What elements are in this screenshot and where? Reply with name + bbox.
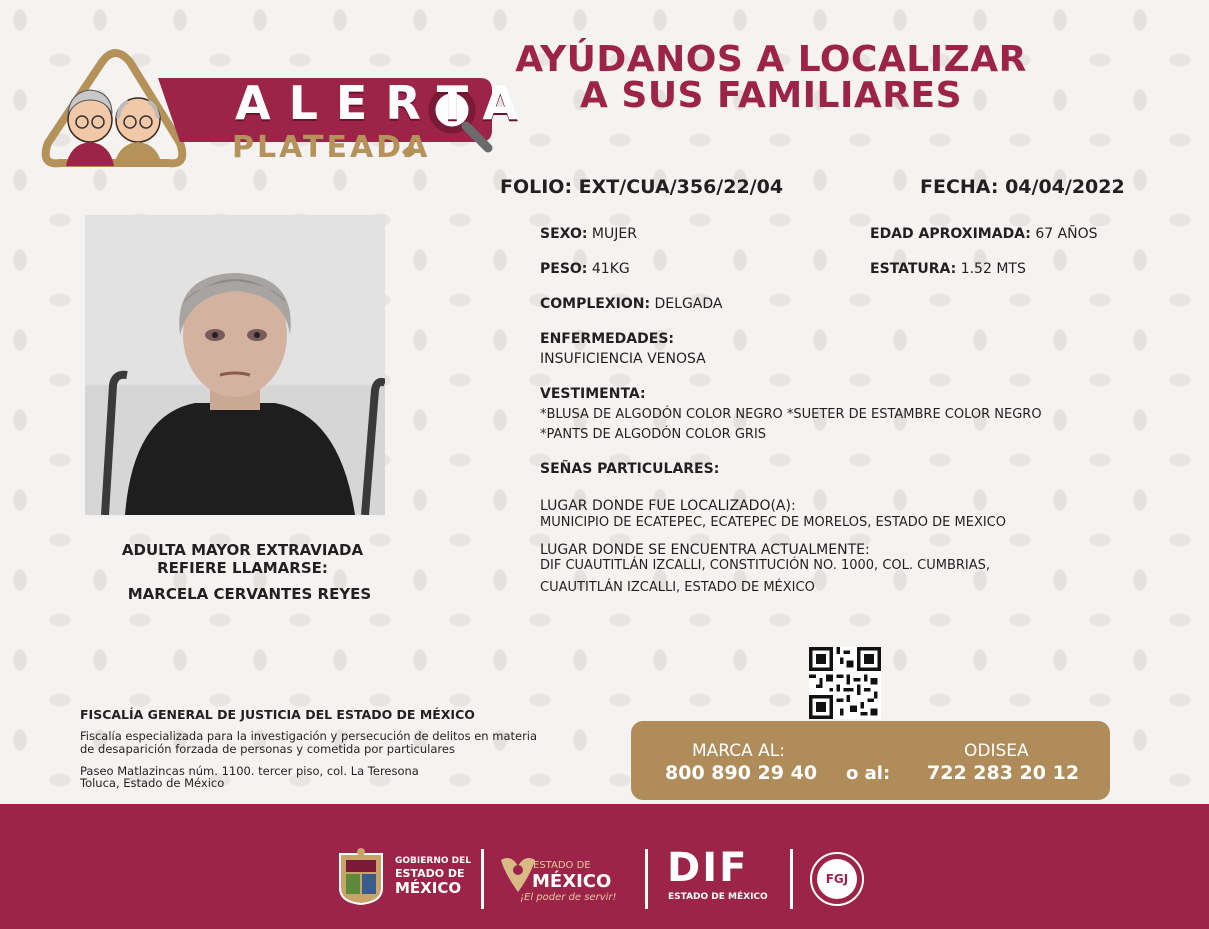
footer-bar bbox=[0, 804, 1209, 929]
lugar-actual-line-2: CUAUTITLÁN IZCALLI, ESTADO DE MÉXICO bbox=[540, 580, 815, 595]
fgj-addr-1: Paseo Matlazincas núm. 1100. tercer piso, col. La Teresona bbox=[80, 764, 419, 778]
dif-logo-text: DIF bbox=[667, 845, 749, 891]
edomex-line-1: ESTADO DE bbox=[533, 860, 591, 871]
sexo-field bbox=[540, 226, 637, 242]
vestimenta-label: VESTIMENTA: bbox=[540, 386, 646, 402]
vestimenta-line-2: *PANTS DE ALGODÓN COLOR GRIS bbox=[540, 427, 767, 442]
footer-divider-1 bbox=[481, 849, 484, 909]
gobierno-line-2: ESTADO DE bbox=[395, 867, 465, 880]
marca-label: MARCA AL: bbox=[692, 741, 785, 761]
fgj-desc-2: de desaparición forzada de personas y cometida por particulares bbox=[80, 742, 455, 756]
fgj-title: FISCALÍA GENERAL DE JUSTICIA DEL ESTADO DE MÉXICO bbox=[80, 707, 475, 722]
peso-field bbox=[540, 261, 630, 277]
odisea-number[interactable]: 722 283 20 12 bbox=[927, 762, 1080, 784]
footer-divider-3 bbox=[790, 849, 793, 909]
gobierno-line-1: GOBIERNO DEL bbox=[395, 856, 471, 866]
estatura-label: ESTATURA: bbox=[870, 261, 957, 277]
coat-of-arms-icon bbox=[336, 848, 386, 906]
sexo-value: MUJER bbox=[591, 226, 637, 242]
headline-line-1: AYÚDANOS A LOCALIZAR bbox=[515, 39, 1027, 80]
folio: FOLIO: EXT/CUA/356/22/04 bbox=[500, 176, 784, 198]
peso-label: PESO: bbox=[540, 261, 588, 277]
or-label: o al: bbox=[846, 763, 891, 784]
estatura-value: 1.52 MTS bbox=[960, 261, 1026, 277]
complexion-value: DELGADA bbox=[654, 296, 723, 312]
person-name: MARCELA CERVANTES REYES bbox=[127, 585, 372, 603]
lugar-actual-line-1: DIF CUAUTITLÁN IZCALLI, CONSTITUCIÓN NO. 1000, COL. CUMBRIAS, bbox=[540, 558, 991, 573]
person-photo bbox=[85, 215, 385, 515]
fgj-addr-2: Toluca, Estado de México bbox=[80, 776, 225, 790]
enfermedades-label: ENFERMEDADES: bbox=[540, 331, 675, 347]
fgj-seal-text: FGJ bbox=[817, 859, 857, 899]
lugar-actual-label: LUGAR DONDE SE ENCUENTRA ACTUALMENTE: bbox=[540, 542, 870, 558]
dif-subtitle: ESTADO DE MÉXICO bbox=[668, 892, 768, 902]
lugar-localizado-value: MUNICIPIO DE ECATEPEC, ECATEPEC DE MORELOS, ESTADO DE MEXICO bbox=[540, 515, 1006, 530]
logo-title: ALERTA bbox=[235, 76, 537, 130]
qr-code[interactable] bbox=[809, 647, 881, 719]
peso-value: 41KG bbox=[591, 261, 630, 277]
estatura-field bbox=[870, 261, 1026, 277]
contact-box bbox=[631, 721, 1110, 800]
edad-field bbox=[870, 226, 1098, 242]
headline bbox=[496, 39, 1046, 116]
marca-number[interactable]: 800 890 29 40 bbox=[665, 762, 818, 784]
complexion-label: COMPLEXION: bbox=[540, 296, 651, 312]
alerta-plateada-logo bbox=[40, 48, 537, 178]
person-photo-illustration bbox=[85, 215, 385, 515]
gobierno-logo-text bbox=[395, 856, 471, 897]
complexion-field bbox=[540, 296, 723, 312]
sexo-label: SEXO: bbox=[540, 226, 588, 242]
edad-value: 67 AÑOS bbox=[1035, 226, 1098, 242]
senas-label: SEÑAS PARTICULARES: bbox=[540, 461, 720, 477]
edad-label: EDAD APROXIMADA: bbox=[870, 226, 1031, 242]
headline-line-2: A SUS FAMILIARES bbox=[580, 75, 962, 116]
footer-divider-2 bbox=[645, 849, 648, 909]
caption-line-2: REFIERE LLAMARSE: bbox=[157, 559, 328, 577]
logo-subtitle: PLATEADA bbox=[232, 130, 431, 165]
fgj-seal-icon bbox=[810, 852, 864, 906]
odisea-label: ODISEA bbox=[964, 741, 1029, 761]
fgj-desc-1: Fiscalía especializada para la investigación y persecución de delitos en materia bbox=[80, 729, 538, 743]
caption-line-1: ADULTA MAYOR EXTRAVIADA bbox=[121, 541, 364, 559]
vestimenta-line-1: *BLUSA DE ALGODÓN COLOR NEGRO *SUETER DE ESTAMBRE COLOR NEGRO bbox=[540, 407, 1042, 422]
fecha: FECHA: 04/04/2022 bbox=[920, 176, 1125, 198]
edomex-tagline: ¡El poder de servir! bbox=[520, 892, 617, 903]
edomex-line-2: MÉXICO bbox=[532, 871, 612, 892]
enfermedades-value: INSUFICIENCIA VENOSA bbox=[540, 351, 706, 367]
lugar-localizado-label: LUGAR DONDE FUE LOCALIZADO(A): bbox=[540, 498, 796, 514]
gobierno-line-3: MÉXICO bbox=[395, 879, 462, 897]
